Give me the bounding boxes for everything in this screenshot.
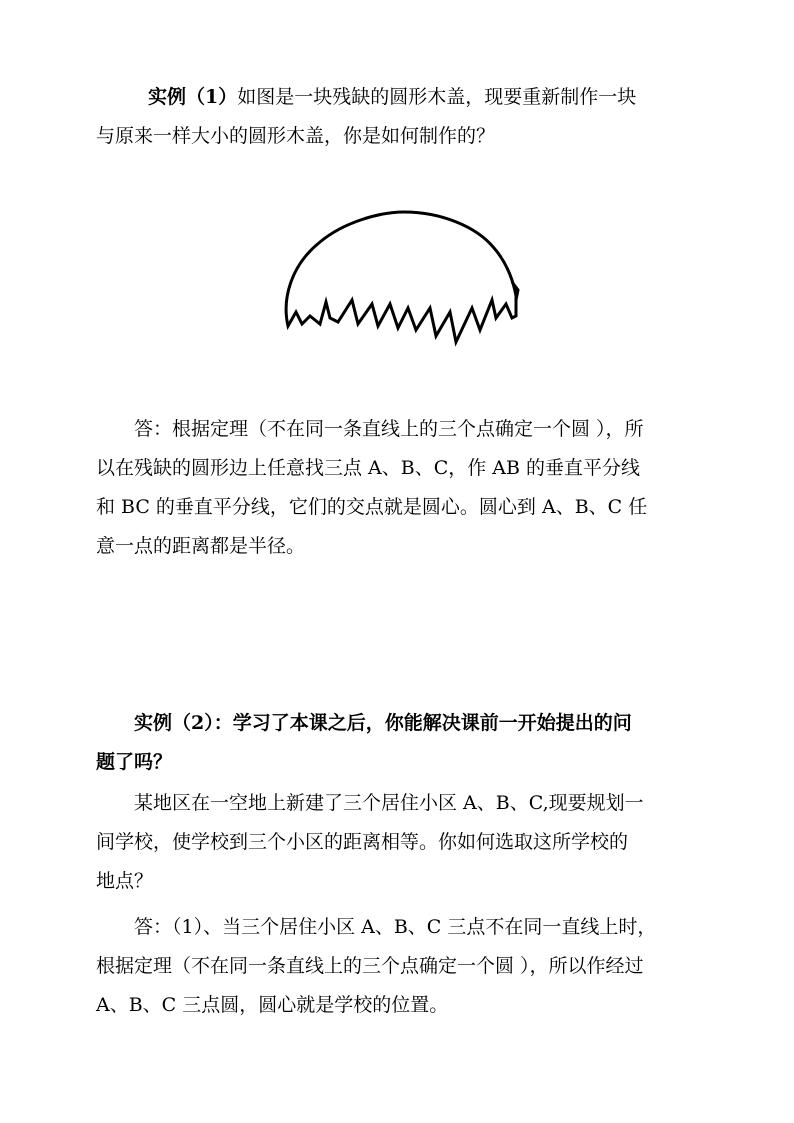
answer-2-paragraph — [96, 908, 698, 1025]
problem-2-paragraph — [96, 784, 698, 901]
example-2-line-2: 题了吗？ — [96, 751, 173, 773]
problem-2-line-1: 某地区在一空地上新建了三个居住小区 A、B、C,现要规划一 — [134, 792, 644, 814]
example-1-line-2: 与原来一样大小的圆形木盖，你是如何制作的？ — [96, 125, 496, 147]
broken-lid-outline — [286, 212, 516, 342]
example-1-label: 实例（1） — [148, 86, 238, 108]
answer-2-line-1: 答：（1）、当三个居住小区 A、B、C 三点不在同一直线上时， — [134, 916, 657, 938]
answer-1-line-3: 和 BC 的垂直平分线，它们的交点就是圆心。圆心到 A、B、C 任 — [96, 496, 648, 518]
example-2-line-1: 实例（2）：学习了本课之后，你能解决课前一开始提出的问 — [134, 712, 632, 734]
answer-2-line-2: 根据定理（不在同一条直线上的三个点确定一个圆 ），所以作经过 — [96, 955, 644, 977]
answer-1-line-2: 以在残缺的圆形边上任意找三点 A、B、C，作 AB 的垂直平分线 — [96, 457, 641, 479]
answer-1-line-4: 意一点的距离都是半径。 — [96, 535, 306, 557]
example-1-paragraph — [96, 78, 698, 156]
problem-2-line-3: 地点？ — [96, 870, 154, 892]
answer-1-paragraph — [96, 410, 698, 566]
broken-round-lid-figure — [280, 204, 528, 362]
example-1-line-1 — [96, 78, 698, 117]
example-2-paragraph — [96, 704, 698, 782]
answer-1-line-1: 答：根据定理（不在同一条直线上的三个点确定一个圆 ），所 — [134, 418, 644, 440]
example-1-text: 如图是一块残缺的圆形木盖，现要重新制作一块 — [237, 86, 637, 108]
problem-2-line-2: 间学校，使学校到三个小区的距离相等。你如何选取这所学校的 — [96, 831, 629, 853]
answer-2-line-3: A、B、C 三点圆，圆心就是学校的位置。 — [96, 994, 449, 1016]
